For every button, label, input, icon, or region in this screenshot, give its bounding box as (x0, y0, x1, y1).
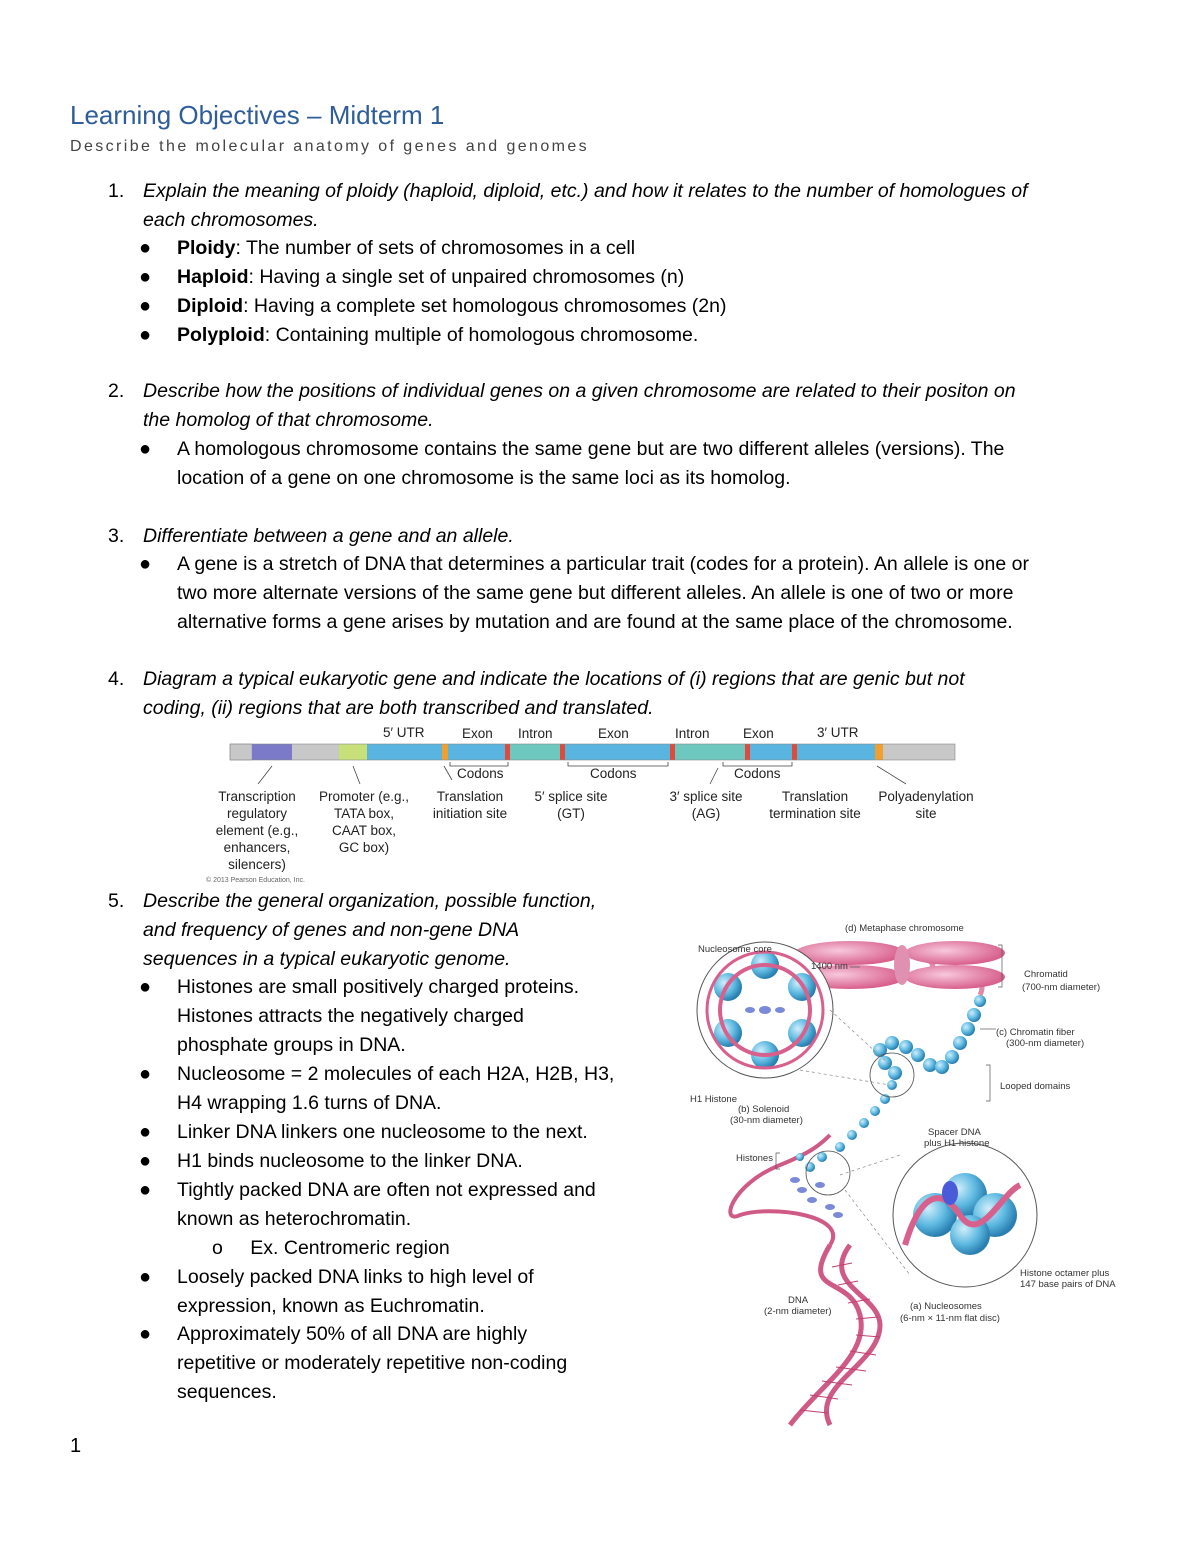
bullet-text: Tightly packed DNA are often not expressed and (177, 1179, 596, 1201)
bullet-text: H1 binds nucleosome to the linker DNA. (177, 1150, 523, 1172)
page-number: 1 (70, 1435, 82, 1457)
nucleosome-zoom (893, 1143, 1037, 1287)
bullet-icon: ● (139, 1150, 152, 1172)
label-polya: Polyadenylation (878, 789, 974, 804)
list-item (139, 973, 580, 1060)
bullet-text: Linker DNA linkers one nucleosome to the next. (177, 1121, 588, 1143)
term: Diploid (177, 295, 244, 317)
label-tre: enhancers, (223, 840, 291, 855)
dna-helix (730, 1135, 880, 1425)
objective-text: Describe the general organization, possible function, (143, 890, 597, 912)
label-h1-histone: H1 Histone (690, 1094, 737, 1105)
label-nucleosomes: (a) Nucleosomes (910, 1301, 982, 1312)
bullet-icon: ● (139, 553, 152, 575)
label-splice5: (GT) (557, 806, 585, 821)
label-1400nm: 1400 nm (811, 961, 848, 972)
bullet-icon: ● (139, 324, 152, 346)
label-spacer-h1: plus H1 histone (924, 1138, 990, 1149)
label-translation-init: initiation site (432, 806, 508, 821)
label-chromatin-fiber: (c) Chromatin fiber (996, 1027, 1075, 1038)
definition: : Containing multiple of homologous chromosome. (264, 324, 699, 346)
definition: : Having a complete set homologous chromosomes (2n) (243, 295, 727, 317)
objective-2 (108, 377, 1016, 435)
objective-text: coding, (ii) regions that are both transcribed and translated. (143, 697, 654, 719)
gene-bar (230, 744, 955, 760)
label-codons: Codons (590, 766, 637, 781)
bullet-text: Loosely packed DNA links to high level of (177, 1266, 534, 1288)
bullet-icon: ● (139, 438, 152, 460)
bullet-icon: ● (139, 1121, 152, 1143)
label-looped-domains: Looped domains (1000, 1081, 1071, 1092)
objective-number: 5. (108, 890, 125, 912)
dna-rungs (800, 1263, 880, 1413)
objective-text: sequences in a typical eukaryotic genome. (143, 948, 511, 970)
objective-text: Differentiate between a gene and an allele. (143, 525, 514, 547)
list-item (139, 550, 1029, 637)
bullet-text: A homologous chromosome contains the same gene but are two different alleles (versions). The (177, 438, 1005, 460)
label-octamer: Histone octamer plus (1020, 1268, 1110, 1279)
label-exon: Exon (598, 726, 629, 741)
bullet-icon: ● (139, 1266, 152, 1288)
label-histones: Histones (736, 1153, 773, 1164)
bullet-icon: ● (139, 295, 152, 317)
label-exon: Exon (743, 726, 774, 741)
objective-number: 2. (108, 380, 125, 402)
list-item (139, 1060, 615, 1118)
label-solenoid: (b) Solenoid (738, 1104, 790, 1115)
label-intron: Intron (518, 726, 553, 741)
bullet-icon: ● (139, 237, 152, 259)
bullet-icon: ● (139, 976, 152, 998)
gene-diagram (200, 720, 990, 885)
bullet-text: two more alternate versions of the same gene but different alleles. An allele is one of two or more (177, 582, 1014, 604)
bullet-icon: ● (139, 1323, 152, 1345)
label-splice3: (AG) (691, 806, 721, 821)
bullet-text: Histones are small positively charged proteins. (177, 976, 580, 998)
label-chromatid-dia: (700-nm diameter) (1022, 982, 1101, 993)
list-item (139, 1176, 596, 1234)
label-solenoid-dia: (30-nm diameter) (730, 1115, 803, 1126)
copyright: © 2013 Pearson Education, Inc. (206, 877, 305, 884)
bullet-text: Nucleosome = 2 molecules of each H2A, H2B, H3, (177, 1063, 615, 1085)
list-item (139, 1147, 523, 1176)
chromatin-figure (680, 915, 1130, 1435)
objective-text: each chromosomes. (143, 209, 319, 231)
bullet-text: location of a gene on one chromosome is the same loci as its homolog. (177, 467, 791, 489)
bullet-text: Approximately 50% of all DNA are highly (177, 1323, 528, 1345)
bullet-text: known as heterochromatin. (177, 1208, 412, 1230)
label-tre: element (e.g., (215, 823, 299, 838)
bullet-text: Histones attracts the negatively charged (177, 1005, 524, 1027)
list-item (139, 263, 685, 292)
list-item (139, 292, 727, 321)
page-title: Learning Objectives – Midterm 1 (70, 100, 445, 130)
label-codons: Codons (457, 766, 504, 781)
objective-3 (108, 522, 514, 551)
bullet-icon: ● (139, 266, 152, 288)
list-item (139, 1320, 568, 1407)
objective-text: the homolog of that chromosome. (143, 409, 434, 431)
label-tre: Transcription (218, 789, 296, 804)
nucleosome-beads (796, 1080, 897, 1172)
label-splice5: 5′ splice site (534, 789, 608, 804)
label-metaphase: (d) Metaphase chromosome (845, 923, 964, 934)
objective-text: Describe how the positions of individual genes on a given chromosome are related to their positon on (143, 380, 1016, 402)
label-promoter: GC box) (338, 840, 390, 855)
label-chromatin-dia: (300-nm diameter) (1006, 1038, 1085, 1049)
label-3utr: 3′ UTR (817, 725, 859, 740)
list-item (139, 1263, 534, 1321)
list-item (139, 1118, 588, 1147)
label-spacer-dna: Spacer DNA (928, 1127, 981, 1138)
objective-1 (108, 177, 1028, 235)
solenoid (873, 995, 986, 1080)
label-intron: Intron (675, 726, 710, 741)
objective-4 (108, 665, 965, 723)
objective-number: 3. (108, 525, 125, 547)
term: Haploid (177, 266, 249, 288)
bullet-text: sequences. (177, 1381, 277, 1403)
list-item (139, 321, 699, 350)
bullet-text: expression, known as Euchromatin. (177, 1295, 485, 1317)
label-octamer-bp: 147 base pairs of DNA (1020, 1279, 1116, 1290)
bullet-text: A gene is a stretch of DNA that determines a particular trait (codes for a protein). An allele is one or (177, 553, 1029, 575)
bullet-icon: ● (139, 1063, 152, 1085)
objective-number: 1. (108, 180, 125, 202)
bullet-text: alternative forms a gene arises by mutation and are found at the same place of the chromosome. (177, 611, 1013, 633)
label-tre: regulatory (226, 806, 288, 821)
sub-bullet-text: Ex. Centromeric region (250, 1237, 450, 1259)
label-translation-term: Translation (781, 789, 849, 804)
bullet-text: phosphate groups in DNA. (177, 1034, 406, 1056)
bullet-text: repetitive or moderately repetitive non-coding (177, 1352, 568, 1374)
objective-text: Diagram a typical eukaryotic gene and indicate the locations of (i) regions that are genic but not (143, 668, 965, 690)
label-polya: site (915, 806, 937, 821)
label-splice3: 3′ splice site (669, 789, 743, 804)
objective-number: 4. (108, 668, 125, 690)
label-nucleosomes-dia: (6-nm × 11-nm flat disc) (900, 1313, 1000, 1324)
label-tre: silencers) (228, 857, 286, 872)
page-subtitle: Describe the molecular anatomy of genes and genomes (70, 138, 590, 155)
term: Polyploid (177, 324, 265, 346)
label-translation-term: termination site (769, 806, 861, 821)
list-item (139, 435, 1005, 493)
circle-bullet-icon: o (212, 1237, 223, 1259)
label-exon: Exon (462, 726, 493, 741)
objective-5 (108, 887, 596, 974)
label-promoter: Promoter (e.g., (318, 789, 410, 804)
label-dna-dia: (2-nm diameter) (764, 1306, 832, 1317)
definition: : The number of sets of chromosomes in a cell (235, 237, 636, 259)
sub-list-item (212, 1234, 450, 1263)
bullet-text: H4 wrapping 1.6 turns of DNA. (177, 1092, 442, 1114)
list-item (139, 234, 636, 263)
term: Ploidy (177, 237, 236, 259)
label-promoter: CAAT box, (331, 823, 397, 838)
objective-text: and frequency of genes and non-gene DNA (143, 919, 520, 941)
objective-text: Explain the meaning of ploidy (haploid, diploid, etc.) and how it relates to the number of homologues of (143, 180, 1028, 202)
label-nucleosome-core: Nucleosome core (698, 944, 772, 955)
definition: : Having a single set of unpaired chromosomes (n) (248, 266, 685, 288)
label-chromatid: Chromatid (1024, 969, 1068, 980)
label-translation-init: Translation (436, 789, 504, 804)
bullet-icon: ● (139, 1179, 152, 1201)
label-promoter: TATA box, (333, 806, 395, 821)
label-5utr: 5′ UTR (383, 725, 425, 740)
label-dna: DNA (788, 1295, 809, 1306)
label-codons: Codons (734, 766, 781, 781)
